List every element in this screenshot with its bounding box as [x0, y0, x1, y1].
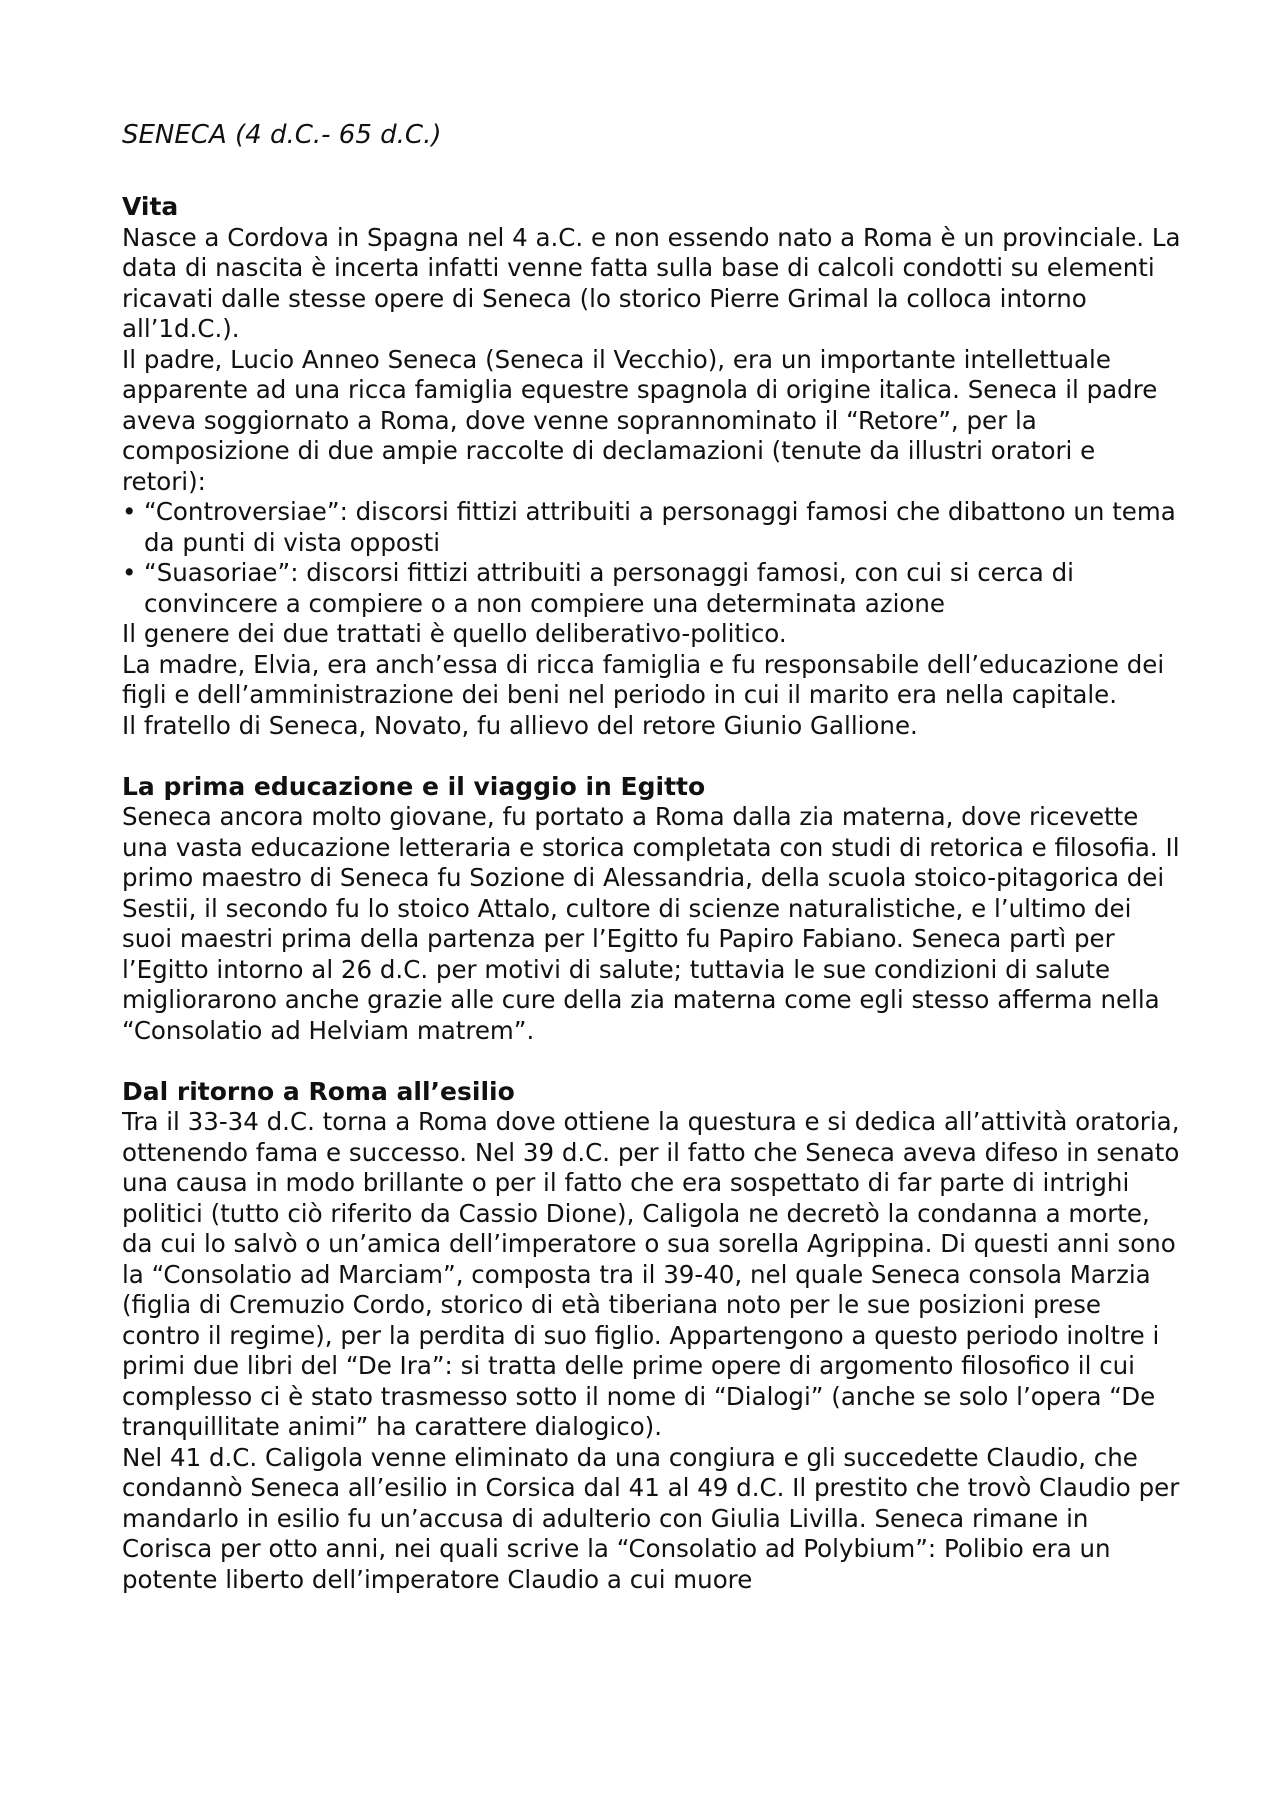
section-heading-educazione: La prima educazione e il viaggio in Egitto	[122, 771, 706, 801]
section-heading-esilio: Dal ritorno a Roma all’esilio	[122, 1076, 515, 1106]
bullet-text: “Controversiae”: discorsi fittizi attribuiti a personaggi famosi che dibattono un tema da punti di vista opposti	[144, 497, 1176, 557]
section-educazione	[122, 772, 1182, 1047]
document-title: SENECA (4 d.C.- 65 d.C.)	[122, 120, 442, 150]
section-esilio	[122, 1077, 1182, 1596]
bullet-item	[122, 558, 1182, 619]
paragraph: Tra il 33-34 d.C. torna a Roma dove ottiene la questura e si dedica all’attività oratoria, ottenendo fama e successo. Nel 39 d.C. per il fatto che Seneca aveva difeso in senato una causa in modo brillante o per il fatto che era sospettato di far parte di intrighi politici (tutto ciò riferito da Cassio Dione), Caligola ne decretò la condanna a morte, da cui lo salvò o un’amica dell’imperatore o sua sorella Agrippina. Di questi anni sono la “Consolatio ad Marciam”, composta tra il 39-40, nel quale Seneca consola Marzia (figlia di Cremuzio Cordo, storico di età tiberiana noto per le sue posizioni prese contro il regime), per la perdita di suo figlio. Appartengono a questo periodo inoltre i primi due libri del “De Ira”: si tratta delle prime opere di argomento filosofico il cui complesso ci è stato trasmesso sotto il nome di “Dialogi” (anche se solo l’opera “De tranquillitate animi” ha carattere dialogico).	[122, 1107, 1180, 1441]
section-heading-vita: Vita	[122, 192, 179, 221]
paragraph: Il fratello di Seneca, Novato, fu allievo del retore Giunio Gallione.	[122, 710, 918, 740]
bullet-icon: •	[122, 497, 137, 526]
paragraph: Seneca ancora molto giovane, fu portato a Roma dalla zia materna, dove ricevette una vasta educazione letteraria e storica completata con studi di retorica e filosofia. Il primo maestro di Seneca fu Sozione di Alessandria, della scuola stoico-pitagorica dei Sestii, il secondo fu lo stoico Attalo, cultore di scienze naturalistiche, e l’ultimo dei suoi maestri prima della partenza per l’Egitto fu Papiro Fabiano. Seneca partì per l’Egitto intorno al 26 d.C. per motivi di salute; tuttavia le sue condizioni di salute migliorarono anche grazie alle cure della zia materna come egli stesso afferma nella “Consolatio ad Helviam matrem”.	[122, 802, 1180, 1045]
paragraph: Il padre, Lucio Anneo Seneca (Seneca il Vecchio), era un importante intellettuale apparente ad una ricca famiglia equestre spagnola di origine italica. Seneca il padre aveva soggiornato a Roma, dove venne soprannominato il “Retore”, per la composizione di due ampie raccolte di declamazioni (tenute da illustri oratori e retori):	[122, 344, 1158, 496]
bullet-icon: •	[122, 558, 137, 587]
paragraph: Nasce a Cordova in Spagna nel 4 a.C. e non essendo nato a Roma è un provinciale. La data di nascita è incerta infatti venne fatta sulla base di calcoli condotti su elementi ricavati dalle stesse opere di Seneca (lo storico Pierre Grimal la colloca intorno all’1d.C.).	[122, 222, 1181, 343]
bullet-list	[122, 497, 1182, 619]
document-page	[122, 118, 1182, 1595]
bullet-text: “Suasoriae”: discorsi fittizi attribuiti a personaggi famosi, con cui si cerca di convincere a compiere o a non compiere una determinata azione	[144, 558, 1074, 618]
paragraph: Nel 41 d.C. Caligola venne eliminato da una congiura e gli succedette Claudio, che condannò Seneca all’esilio in Corsica dal 41 al 49 d.C. Il prestito che trovò Claudio per mandarlo in esilio fu un’accusa di adulterio con Giulia Livilla. Seneca rimane in Corisca per otto anni, nei quali scrive la “Consolatio ad Polybium”: Polibio era un potente liberto dell’imperatore Claudio a cui muore	[122, 1442, 1180, 1594]
paragraph: La madre, Elvia, era anch’essa di ricca famiglia e fu responsabile dell’educazione dei figli e dell’amministrazione dei beni nel periodo in cui il marito era nella capitale.	[122, 649, 1165, 709]
section-vita	[122, 192, 1182, 741]
bullet-item	[122, 497, 1182, 558]
paragraph: Il genere dei due trattati è quello deliberativo-politico.	[122, 619, 787, 648]
